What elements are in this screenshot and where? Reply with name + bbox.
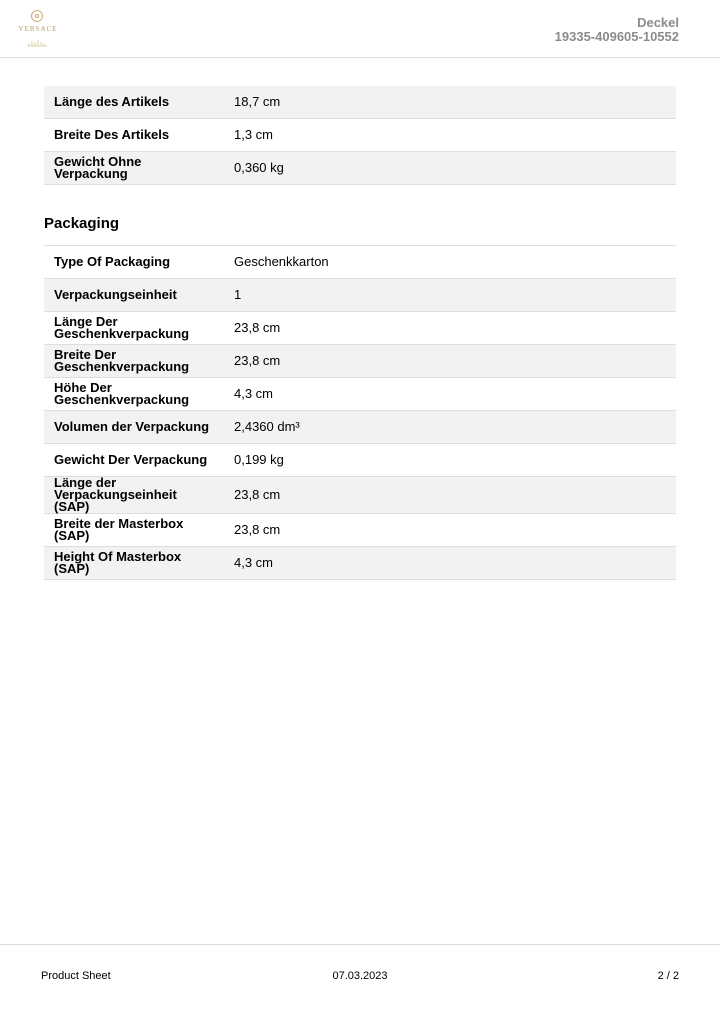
table-row — [44, 345, 676, 378]
table-row — [44, 119, 676, 152]
product-name: Deckel — [637, 15, 679, 30]
row-value: 23,8 cm — [224, 312, 676, 345]
table-row — [44, 378, 676, 411]
row-label: Länge Der Geschenkverpackung — [44, 312, 224, 345]
row-value: 23,8 cm — [224, 514, 676, 547]
table-row — [44, 246, 676, 279]
dimensions-table — [44, 86, 676, 185]
medusa-medallion-icon — [31, 10, 43, 22]
row-label: Länge des Artikels — [44, 86, 224, 119]
table-row — [44, 312, 676, 345]
table-row — [44, 547, 676, 580]
row-value: 2,4360 dm³ — [224, 411, 676, 444]
row-value: 23,8 cm — [224, 345, 676, 378]
table-row — [44, 411, 676, 444]
page-header — [0, 0, 720, 58]
document-title — [555, 16, 679, 44]
table-row — [44, 477, 676, 514]
row-label: Länge der Verpackungseinheit (SAP) — [44, 477, 224, 514]
row-value: 4,3 cm — [224, 547, 676, 580]
table-row — [44, 514, 676, 547]
page-footer — [0, 944, 720, 1019]
footer-doc-type: Product Sheet — [41, 970, 111, 982]
footer-date: 07.03.2023 — [332, 970, 388, 982]
packaging-table — [44, 245, 676, 580]
row-label: Volumen der Verpackung — [44, 411, 224, 444]
row-label: Breite Des Artikels — [44, 119, 224, 152]
row-value: 1 — [224, 279, 676, 312]
row-value: Geschenkkarton — [224, 246, 676, 279]
row-value: 0,360 kg — [224, 152, 676, 185]
product-code: 19335-409605-10552 — [554, 29, 679, 44]
row-value: 0,199 kg — [224, 444, 676, 477]
page-number: 2 / 2 — [657, 970, 679, 982]
row-value: 1,3 cm — [224, 119, 676, 152]
row-label: Type Of Packaging — [44, 246, 224, 279]
logo-wordmark: VERSACE — [18, 25, 58, 33]
section-title-packaging: Packaging — [44, 215, 120, 232]
row-value: 4,3 cm — [224, 378, 676, 411]
table-row — [44, 279, 676, 312]
ornament-icon — [26, 38, 48, 47]
row-label: Gewicht Der Verpackung — [44, 444, 224, 477]
table-row — [44, 152, 676, 185]
row-label: Breite Der Geschenkverpackung — [44, 345, 224, 378]
versace-logo — [16, 10, 60, 52]
row-value: 23,8 cm — [224, 477, 676, 514]
row-label: Verpackungseinheit — [44, 279, 224, 312]
row-label: Gewicht Ohne Verpackung — [44, 152, 224, 185]
row-label: Breite der Masterbox (SAP) — [44, 514, 224, 547]
row-value: 18,7 cm — [224, 86, 676, 119]
row-label: Höhe Der Geschenkverpackung — [44, 378, 224, 411]
table-row — [44, 444, 676, 477]
table-row — [44, 86, 676, 119]
row-label: Height Of Masterbox (SAP) — [44, 547, 224, 580]
